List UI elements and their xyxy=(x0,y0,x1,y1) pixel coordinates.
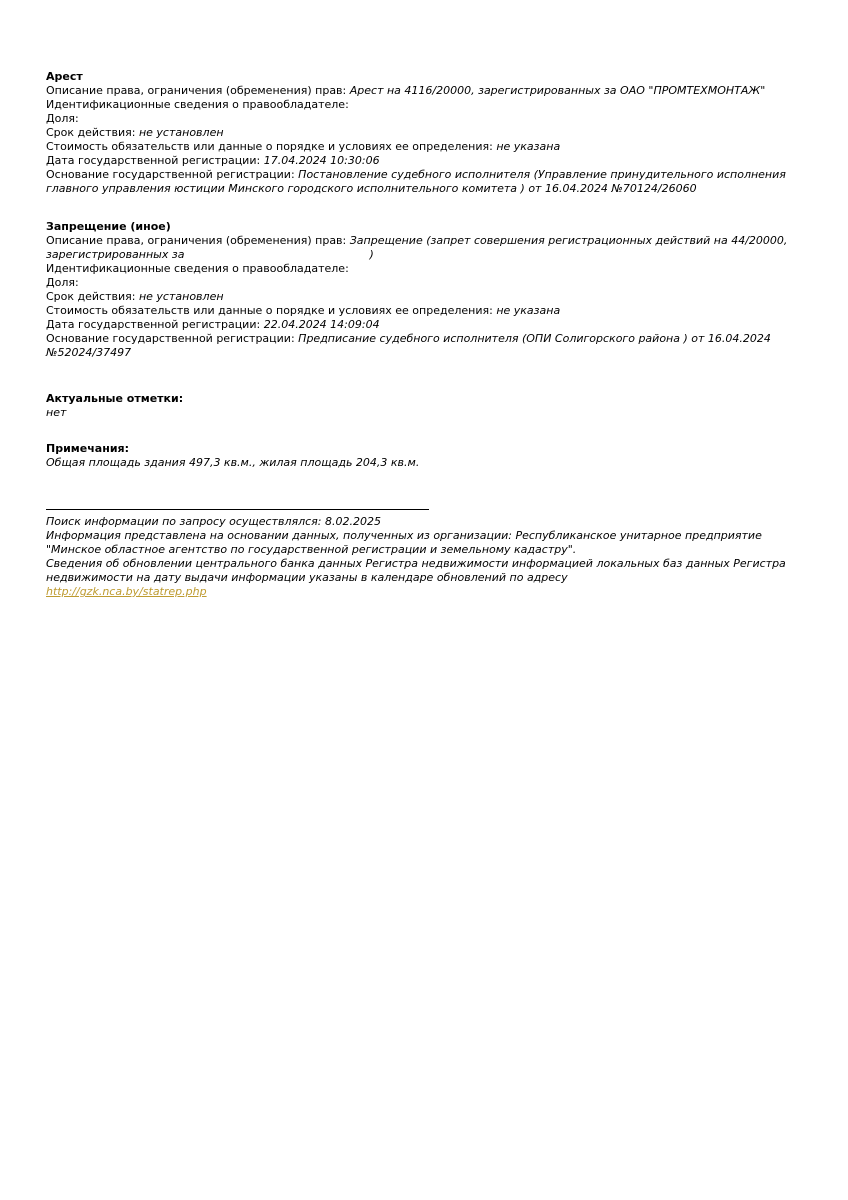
field-value: Арест на 4116/20000, зарегистрированных за ОАО "ПРОМТЕХМОНТАЖ" xyxy=(349,84,766,97)
field-label: Срок действия: xyxy=(46,290,136,303)
field-label: Описание права, ограничения (обременения) прав: xyxy=(46,84,347,97)
field-row-reg-basis xyxy=(46,332,802,360)
field-value: 17.04.2024 10:30:06 xyxy=(263,154,380,167)
footer-block xyxy=(46,509,802,599)
current-marks-block xyxy=(46,392,802,420)
current-marks-value: нет xyxy=(46,406,67,419)
field-label: Стоимость обязательств или данные о порядке и условиях ее определения: xyxy=(46,140,493,153)
field-label: Дата государственной регистрации: xyxy=(46,318,261,331)
notes-title: Примечания: xyxy=(46,442,129,455)
field-value: не указана xyxy=(496,304,561,317)
field-label: Доля: xyxy=(46,112,79,125)
statrep-link[interactable]: http://gzk.nca.by/statrep.php xyxy=(46,585,207,598)
notes-block xyxy=(46,442,802,470)
footer-divider xyxy=(46,509,429,510)
field-value: 22.04.2024 14:09:04 xyxy=(263,318,380,331)
section-arrest xyxy=(46,70,802,196)
register-extract-document xyxy=(46,70,802,599)
field-row-description xyxy=(46,234,802,262)
field-row-reg-basis xyxy=(46,168,802,196)
current-marks-title: Актуальные отметки: xyxy=(46,392,184,405)
footer-search-line: Поиск информации по запросу осуществлялся: 8.02.2025 xyxy=(46,515,381,528)
footer-org-line: Информация представлена на основании данных, полученных из организации: Республиканское унитарное предприятие "Минское областное агентство по государственной регистрации и земельному кадастру". xyxy=(46,529,762,556)
section-prohibition xyxy=(46,220,802,360)
field-label: Основание государственной регистрации: xyxy=(46,332,295,345)
field-value: не установлен xyxy=(138,290,224,303)
section-title: Запрещение (иное) xyxy=(46,220,171,233)
field-row-term xyxy=(46,126,802,140)
field-label: Основание государственной регистрации: xyxy=(46,168,295,181)
footer-link-line xyxy=(46,585,802,599)
field-label: Описание права, ограничения (обременения) прав: xyxy=(46,234,347,247)
field-label: Доля: xyxy=(46,276,79,289)
field-label: Идентификационные сведения о правообладателе: xyxy=(46,262,349,275)
field-label: Дата государственной регистрации: xyxy=(46,154,261,167)
notes-value: Общая площадь здания 497,3 кв.м., жилая площадь 204,3 кв.м. xyxy=(46,456,420,469)
field-value: Постановление судебного исполнителя (Управление принудительного исполнения главного управления юстиции Минского городского исполнительного комитета ) от 16.04.2024 №70124/26060 xyxy=(46,168,786,195)
field-value: не установлен xyxy=(138,126,224,139)
field-value: не указана xyxy=(496,140,561,153)
field-row-share xyxy=(46,276,802,290)
field-label: Стоимость обязательств или данные о порядке и условиях ее определения: xyxy=(46,304,493,317)
field-value: Запрещение (запрет совершения регистрационных действий на 44/20000, зарегистрированных за xyxy=(46,234,788,261)
field-row-description xyxy=(46,84,802,98)
field-label: Срок действия: xyxy=(46,126,136,139)
section-title: Арест xyxy=(46,70,83,83)
field-value: Предписание судебного исполнителя (ОПИ Солигорского района ) от 16.04.2024 №52024/37497 xyxy=(46,332,771,359)
field-row-rightholder xyxy=(46,98,802,112)
field-row-cost xyxy=(46,140,802,154)
field-value-closing-paren: ) xyxy=(369,248,374,261)
footer-update-line: Сведения об обновлении центрального банка данных Регистра недвижимости информацией локальных баз данных Регистра недвижимости на дату выдачи информации указаны в календаре обновлений по адресу xyxy=(46,557,786,584)
field-row-cost xyxy=(46,304,802,318)
field-label: Идентификационные сведения о правообладателе: xyxy=(46,98,349,111)
field-row-reg-date xyxy=(46,318,802,332)
field-row-share xyxy=(46,112,802,126)
field-row-reg-date xyxy=(46,154,802,168)
field-row-term xyxy=(46,290,802,304)
field-row-rightholder xyxy=(46,262,802,276)
